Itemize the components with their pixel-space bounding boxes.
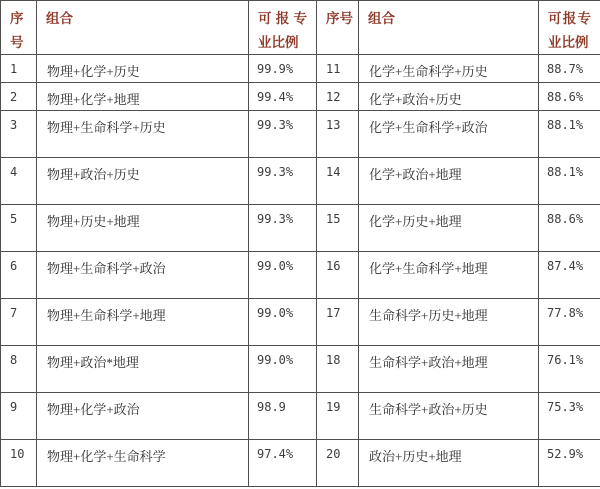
cell-ratio: 88.1% [539, 111, 600, 158]
cell-combo: 政治+历史+地理 [359, 440, 539, 487]
table-row [1, 83, 600, 111]
cell-combo: 物理+生命科学+地理 [37, 299, 249, 346]
cell-combo: 生命科学+政治+地理 [359, 346, 539, 393]
cell-combo: 物理+生命科学+历史 [37, 111, 249, 158]
cell-ratio: 87.4% [539, 252, 600, 299]
cell-ratio: 77.8% [539, 299, 600, 346]
cell-ratio: 52.9% [539, 440, 600, 487]
cell-no: 20 [317, 440, 359, 487]
header-combo-right: 组合 [359, 1, 539, 55]
cell-combo: 化学+生命科学+地理 [359, 252, 539, 299]
cell-combo: 生命科学+政治+历史 [359, 393, 539, 440]
cell-ratio: 88.6% [539, 205, 600, 252]
table-row [1, 299, 600, 346]
cell-combo: 化学+生命科学+历史 [359, 55, 539, 83]
header-combo-left: 组合 [37, 1, 249, 55]
cell-ratio: 88.1% [539, 158, 600, 205]
cell-ratio: 97.4% [249, 440, 317, 487]
cell-ratio: 76.1% [539, 346, 600, 393]
cell-ratio: 99.0% [249, 252, 317, 299]
cell-ratio: 75.3% [539, 393, 600, 440]
cell-ratio: 99.3% [249, 205, 317, 252]
cell-no: 11 [317, 55, 359, 83]
table-row [1, 111, 600, 158]
table-row [1, 205, 600, 252]
header-no-left: 序号 [1, 1, 37, 55]
cell-no: 17 [317, 299, 359, 346]
table-header-row [1, 1, 600, 55]
cell-no: 14 [317, 158, 359, 205]
cell-combo: 物理+化学+历史 [37, 55, 249, 83]
cell-no: 1 [1, 55, 37, 83]
cell-combo: 物理+生命科学+政治 [37, 252, 249, 299]
cell-combo: 物理+政治*地理 [37, 346, 249, 393]
cell-no: 9 [1, 393, 37, 440]
cell-combo: 化学+政治+地理 [359, 158, 539, 205]
table-row [1, 158, 600, 205]
cell-no: 12 [317, 83, 359, 111]
header-ratio-left: 可报专业比例 [249, 1, 317, 55]
cell-combo: 化学+生命科学+政治 [359, 111, 539, 158]
cell-ratio: 88.6% [539, 83, 600, 111]
cell-ratio: 98.9 [249, 393, 317, 440]
cell-no: 16 [317, 252, 359, 299]
cell-no: 2 [1, 83, 37, 111]
cell-combo: 化学+政治+历史 [359, 83, 539, 111]
cell-no: 15 [317, 205, 359, 252]
cell-no: 5 [1, 205, 37, 252]
cell-combo: 化学+历史+地理 [359, 205, 539, 252]
cell-ratio: 99.0% [249, 346, 317, 393]
cell-no: 4 [1, 158, 37, 205]
cell-combo: 物理+化学+生命科学 [37, 440, 249, 487]
cell-ratio: 99.3% [249, 158, 317, 205]
cell-no: 18 [317, 346, 359, 393]
cell-combo: 生命科学+历史+地理 [359, 299, 539, 346]
cell-ratio: 99.0% [249, 299, 317, 346]
header-no-right: 序号 [317, 1, 359, 55]
cell-combo: 物理+历史+地理 [37, 205, 249, 252]
table-row [1, 346, 600, 393]
cell-no: 13 [317, 111, 359, 158]
cell-ratio: 99.9% [249, 55, 317, 83]
table-row [1, 55, 600, 83]
cell-combo: 物理+化学+政治 [37, 393, 249, 440]
cell-no: 19 [317, 393, 359, 440]
cell-no: 3 [1, 111, 37, 158]
cell-no: 7 [1, 299, 37, 346]
cell-ratio: 88.7% [539, 55, 600, 83]
cell-no: 6 [1, 252, 37, 299]
cell-no: 8 [1, 346, 37, 393]
cell-combo: 物理+化学+地理 [37, 83, 249, 111]
cell-ratio: 99.3% [249, 111, 317, 158]
table-row [1, 393, 600, 440]
table-row [1, 440, 600, 487]
cell-ratio: 99.4% [249, 83, 317, 111]
table-row [1, 252, 600, 299]
cell-no: 10 [1, 440, 37, 487]
cell-combo: 物理+政治+历史 [37, 158, 249, 205]
header-ratio-right: 可报专业比例 [539, 1, 600, 55]
